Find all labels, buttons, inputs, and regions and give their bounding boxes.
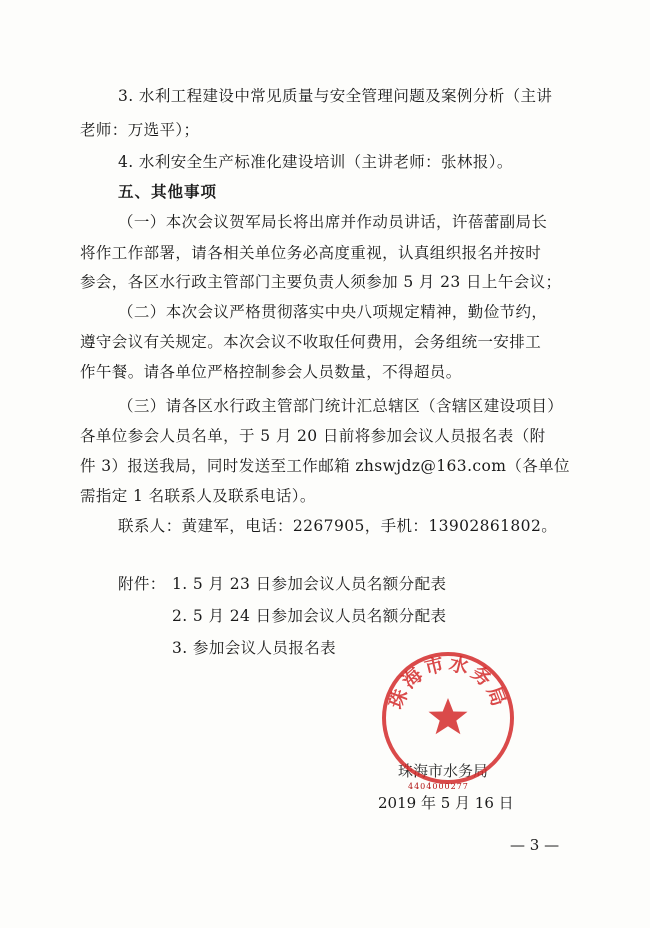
body-line: 3. 水利工程建设中常见质量与安全管理问题及案例分析（主讲: [118, 87, 553, 105]
attachments-label: 附件：: [118, 575, 166, 593]
body-line: 需指定 1 名联系人及联系电话）。: [80, 487, 316, 505]
body-line: 将作工作部署，请各相关单位务必高度重视，认真组织报名并按时: [80, 244, 542, 262]
contact-line: 联系人：黄建军，电话：2267905，手机：13902861802。: [118, 517, 558, 535]
section-heading: 五、其他事项: [118, 183, 218, 201]
page-number: — 3 —: [510, 836, 560, 854]
body-line: （二）本次会议严格贯彻落实中央八项规定精神，勤俭节约，: [118, 303, 548, 321]
body-line: （三）请各区水行政主管部门统计汇总辖区（含辖区建设项目）: [118, 397, 564, 415]
seal-code: 4404000277: [408, 782, 469, 791]
signature-org: 珠海市水务局: [398, 762, 489, 780]
attachment-item: 2. 5 月 24 日参加会议人员名额分配表: [172, 607, 447, 625]
body-line: （一）本次会议贺军局长将出席并作动员讲话，许蓓蕾副局长: [118, 213, 548, 231]
document-date: 2019 年 5 月 16 日: [378, 794, 514, 812]
svg-text:珠海市水务局: 珠海市水务局: [385, 652, 511, 712]
body-line: 参会，各区水行政主管部门主要负责人须参加 5 月 23 日上午会议；: [80, 273, 562, 291]
body-line: 件 3）报送我局，同时发送至工作邮箱 zhswjdz@163.com（各单位: [80, 457, 570, 475]
body-line: 作午餐。请各单位严格控制参会人员数量，不得超员。: [80, 363, 462, 381]
attachment-item: 3. 参加会议人员报名表: [172, 639, 337, 657]
body-line: 各单位参会人员名单，于 5 月 20 日前将参加会议人员报名表（附: [80, 427, 546, 445]
body-line: 老师：万选平）；: [80, 121, 200, 139]
official-seal-icon: [378, 648, 518, 788]
body-line: 遵守会议有关规定。本次会议不收取任何费用，会务组统一安排工: [80, 333, 542, 351]
attachment-item: 1. 5 月 23 日参加会议人员名额分配表: [172, 575, 447, 593]
body-line: 4. 水利安全生产标准化建设培训（主讲老师：张林报）。: [118, 153, 513, 171]
